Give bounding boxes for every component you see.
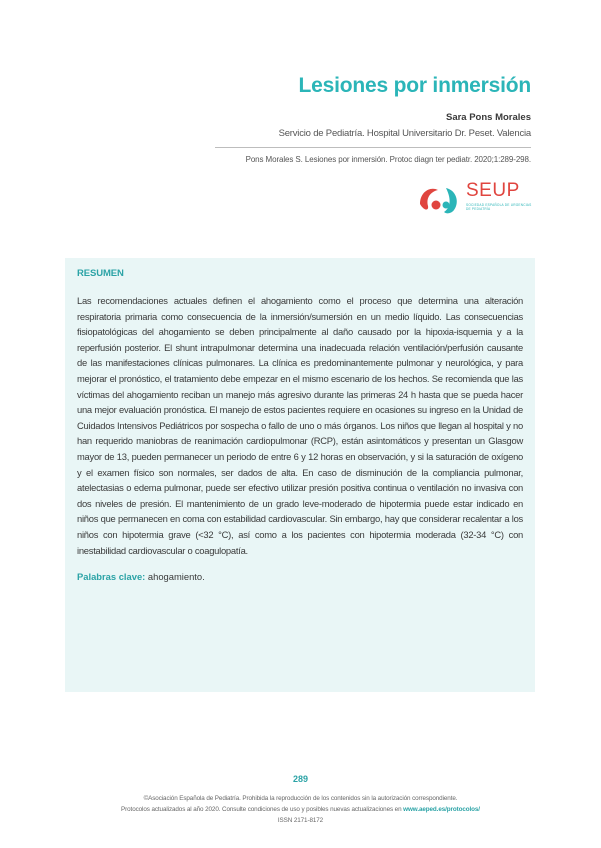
author-affiliation: Servicio de Pediatría. Hospital Universitario Dr. Peset. Valencia xyxy=(278,128,531,139)
keywords-value: ahogamiento. xyxy=(147,571,205,583)
abstract-box xyxy=(65,258,535,692)
footer-link[interactable]: www.aeped.es/protocolos/ xyxy=(403,806,480,813)
page-number: 289 xyxy=(292,774,309,784)
footer-copyright: ©Asociación Española de Pediatría. Prohibida la reproducción de los contenidos sin la autorización correspondiente. xyxy=(143,795,458,802)
author-name: Sara Pons Morales xyxy=(445,112,531,123)
footer-update-note xyxy=(0,806,601,813)
keywords-label: Palabras clave: xyxy=(77,571,146,583)
citation: Pons Morales S. Lesiones por inmersión. Protoc diagn ter pediatr. 2020;1:289-298. xyxy=(245,155,531,164)
page-title: Lesiones por inmersión xyxy=(298,74,531,97)
keywords xyxy=(77,571,523,582)
header-divider xyxy=(215,147,531,148)
abstract-heading: RESUMEN xyxy=(77,268,124,279)
seup-logo-subtitle: SOCIEDAD ESPAÑOLA DE URGENCIAS DE PEDIATRÍA xyxy=(466,203,532,211)
footer-issn: ISSN 2171-8172 xyxy=(277,817,324,824)
abstract-text: Las recomendaciones actuales definen el ahogamiento como el proceso que determina una alteración respiratoria primaria como consecuencia de la inmersión/sumersión en un medio líquido. Las consecuencias fisiopatológicas del ahogamiento se deben principalmente al daño causado por la hipoxia-isquemia y a la reperfusión posterior. El shunt intrapulmonar determina una inadecuada relación ventilación/perfusión causante de las manifestaciones clínicas pulmonares. La clínica es predominantemente pulmonar y neurológica, y para mejorar el pronóstico, el tratamiento debe empezar en el mismo escenario de los hechos. Se recomienda que las víctimas del ahogamiento reciban un manejo más agresivo durante las primeras 24 h hasta que se pueda hacer una mejor evaluación pronóstica. El manejo de estos pacientes requiere en ocasiones su ingreso en la Unidad de Cuidados Intensivos Pediátricos por sospecha o fallo de uno o más órganos. Los niños que llegan al hospital y no han requerido maniobras de reanimación cardiopulmonar (RCP), están asintomáticos y presentan un Glasgow mayor de 13, pueden permanecer un periodo de entre 6 y 12 horas en observación, y si la saturación de oxígeno y el examen físico son normales, ser dados de alta. En caso de disminución de la compliancia pulmonar, atelectasias o edema pulmonar, puede ser efectivo utilizar presión positiva continua o ventilación no invasiva con dos niveles de presión. El mantenimiento de un grado leve-moderado de hipotermia puede estar indicado en niños que permanecen en coma con estabilidad cardiovascular. Sin embargo, hay que considerar recalentar a los niños con hipotermia grave (<32 °C), así como a los pacientes con hipotermia moderada (32-34 °C) con inestabilidad cardiovascular o coagulopatía. xyxy=(77,295,523,556)
footer-update-text: Protocolos actualizados al año 2020. Consulte condiciones de uso y posibles nuevas actualizaciones en xyxy=(121,806,402,813)
seup-logo-text: SEUP xyxy=(466,180,520,201)
